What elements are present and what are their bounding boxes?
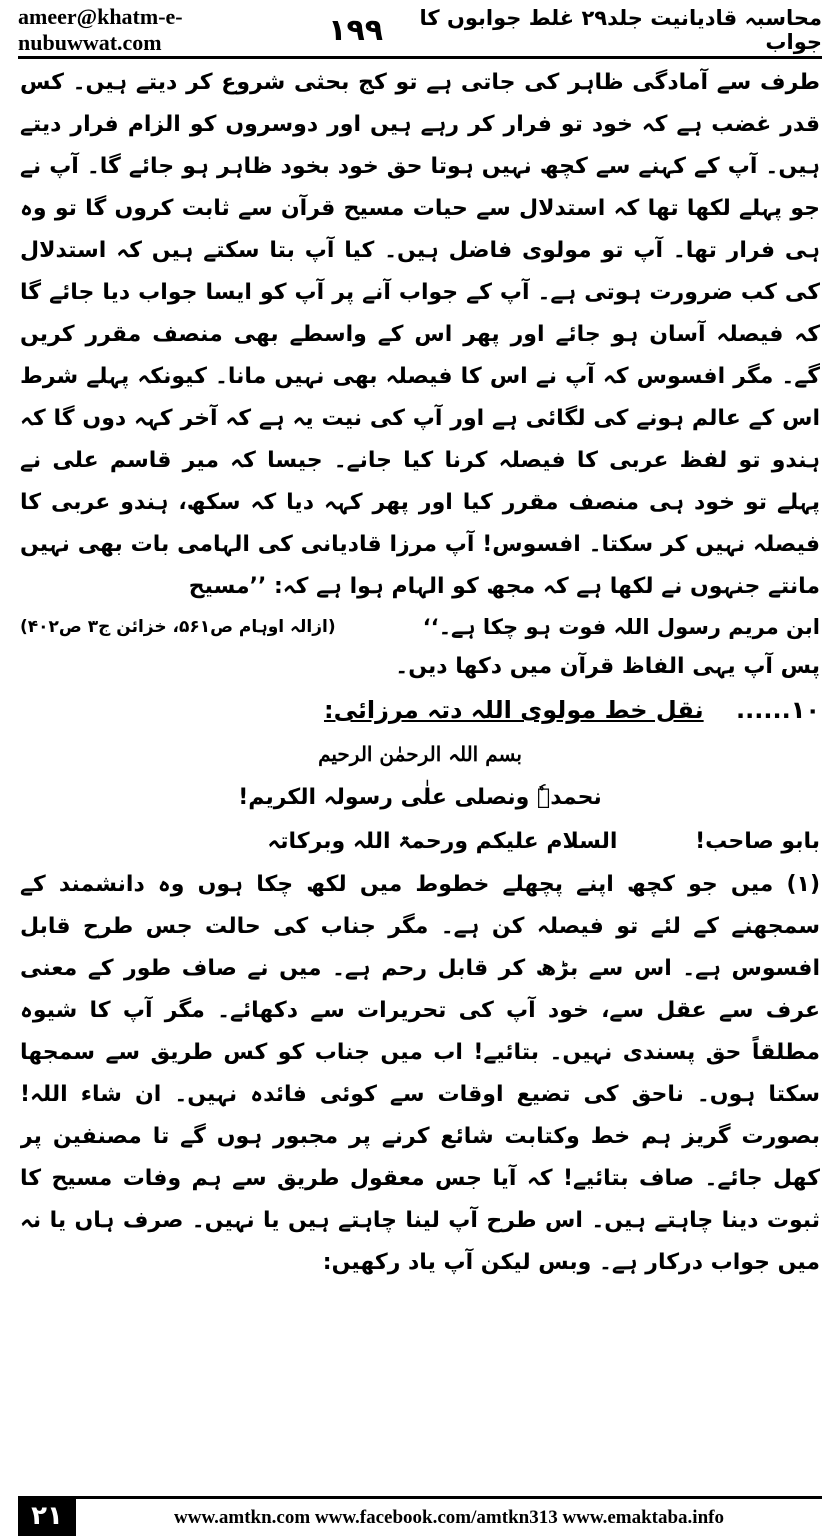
page-header (18, 4, 822, 55)
header-divider (18, 56, 822, 59)
salutation-row (20, 820, 820, 864)
closing-line: پس آپ یہی الفاظ قرآن میں دکھا دیں۔ (395, 654, 820, 679)
greeting: السلام علیکم ورحمۃ اللہ وبرکاتہ (267, 829, 618, 854)
quote-line-row (20, 608, 820, 646)
addressee: بابو صاحب! (695, 829, 820, 854)
section-number: ۱۰...... (736, 696, 820, 724)
body-paragraph-2: (۱) میں جو کچھ اپنے پچھلے خطوط میں لکھ چکا ہوں وہ دانشمند کے سمجھنے کے لئے تو فیصلہ کن ہے۔ مگر جناب کی حالت جس طرح قابل افسوس ہے۔ اس سے بڑھ کر قابل رحم ہے۔ میں نے صاف طور کے معنی عرف سے عقل سے، خود آپ کی تحریرات سے دکھائے۔ مگر آپ کا شیوہ مطلقاً حق پسندی نہیں۔ بتائیے! اب میں جناب کو کس طریق سے سمجھا سکتا ہوں۔ ناحق کی تضیع اوقات سے کوئی فائدہ نہیں۔ ان شاء اللہ! بصورت گریز ہم خط وکتابت شائع کرنے پر مجبور ہوں گے تا مصنفین پر کھل جائے۔ صاف بتائیے! کہ آیا جس معقول طریق سے ہم وفات مسیح کا ثبوت دینا چاہتے ہیں۔ اس طرح آپ لینا چاہتے ہیں یا نہیں۔ صرف ہاں یا نہ میں جواب درکار ہے۔ وبس لیکن آپ یاد رکھیں: (20, 872, 820, 1275)
section-heading (20, 688, 820, 732)
section-title: نقل خط مولوی اللہ دتہ مرزائی: (323, 696, 704, 724)
header-email: ameer@khatm-e-nubuwwat.com (18, 4, 183, 55)
body-paragraph-1: طرف سے آمادگی ظاہر کی جاتی ہے تو کج بحثی شروع کر دیتے ہیں۔ کس قدر غضب ہے کہ خود تو فرار کر رہے ہیں اور دوسروں کو الزام فرار دیتے ہیں۔ آپ کے کہنے سے کچھ نہیں ہوتا حق خود بخود ظاہر ہو جائے گا۔ آپ نے جو پہلے لکھا تھا کہ استدلال سے حیات مسیح قرآن سے ثابت کروں گا تو وہ ہی فرار تھا۔ آپ تو مولوی فاضل ہیں۔ کیا آپ بتا سکتے ہیں کہ استدلال کی کب ضرورت ہوتی ہے۔ آپ کے جواب آنے پر آپ کو ایسا جواب دیا جائے گا کہ فیصلہ آسان ہو جائے اور پھر اس کے واسطے بھی منصف مقرر کریں گے۔ مگر افسوس کہ آپ نے اس کا فیصلہ بھی نہیں مانا۔ کیونکہ پہلے شرط اس کے عالم ہونے کی لگائی ہے اور آپ کی نیت یہ ہے کہ آخر کہہ دوں گا کہ ہندو تو لفظ عربی کا فیصلہ کرنا کیا جانے۔ جیسا کہ میر قاسم علی نے پہلے تو خود ہی منصف مقرر کیا اور پھر کہہ دیا کہ سکھ، ہندو عربی کا فیصلہ نہیں کر سکتا۔ افسوس! آپ مرزا قادیانی کی الہامی بات بھی نہیں مانتے جنہوں نے لکھا ہے کہ مجھ کو الہام ہوا ہے کہ: ’’مسیح (20, 70, 820, 599)
quote-reference: (ازالہ اوہام ص۵۶۱، خزائن ج۳ ص۴۰۲) (20, 617, 336, 637)
page-body (20, 62, 820, 1492)
quote-line: ابن مریم رسول اللہ فوت ہو چکا ہے۔‘‘ (422, 615, 820, 639)
header-page-number: ۱۹۹ (328, 12, 384, 48)
header-book-title: محاسبہ قادیانیت جلد۲۹ غلط جوابوں کا جواب (419, 6, 822, 54)
bismillah: بسم اللہ الرحمٰن الرحیم (318, 742, 522, 766)
footer-links: www.amtkn.com www.facebook.com/amtkn313 www.emaktaba.info (76, 1496, 822, 1536)
footer-page-number: ۲۱ (18, 1496, 76, 1536)
praise-line: نحمدہٗ ونصلی علٰی رسولہ الکریم! (238, 785, 602, 810)
page-footer (18, 1496, 822, 1536)
